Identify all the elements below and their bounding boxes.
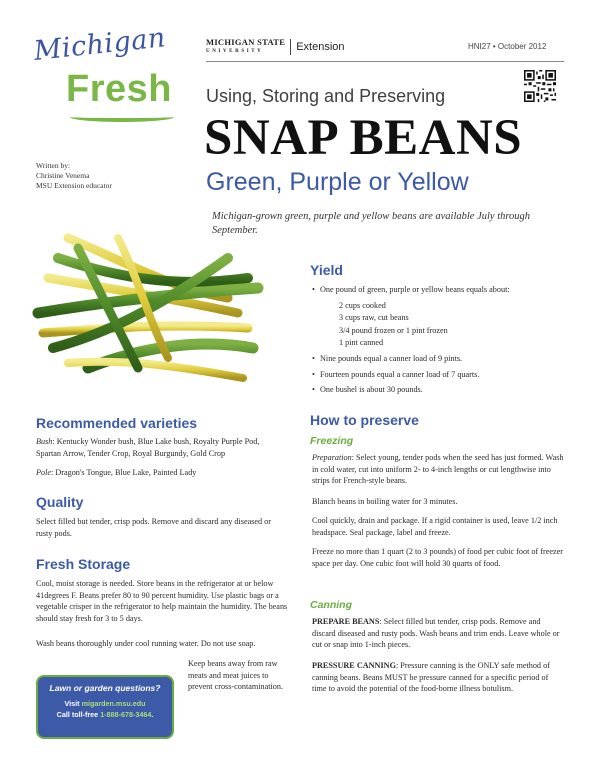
quality-text: Select filled but tender, crisp pods. Remove and discard any diseased or rusty pods.: [36, 517, 271, 538]
contact-call: Call toll-free 1-888-678-3464.: [56, 710, 154, 719]
canning-heading: Canning: [310, 599, 352, 611]
qr-code-icon[interactable]: [524, 70, 556, 102]
website-link[interactable]: migarden.msu.edu: [81, 699, 146, 708]
author-title: MSU Extension educator: [36, 181, 112, 190]
canning-prepare: [312, 616, 564, 651]
logo-fresh-text: Fresh: [66, 68, 172, 110]
storage-text: Cool, moist storage is needed. Store beans in the refrigerator at or below 41degrees F. Beans prefer 80 to 90 percent humidity. Use plastic bags or a vegetable crisper in the refrigerator to help maintain the humidity. The beans should stay fresh for 3 to 5 days.: [36, 579, 288, 623]
title-prefix: Using, Storing and Preserving: [206, 86, 446, 106]
storage-heading: Fresh Storage: [36, 556, 131, 572]
call-label: Call toll-free: [56, 710, 99, 719]
list-item: 2 cups cooked: [339, 300, 386, 310]
header-rule: [206, 61, 564, 62]
pole-label: Pole: [36, 468, 52, 477]
intro-text: Michigan-grown green, purple and yellow beans are available July through September.: [212, 211, 531, 236]
freezing-cool: Cool quickly, drain and package. If a rigid container is used, leave 1/2 inch headspace. Seal package, label and freeze.: [312, 516, 558, 537]
msu-university: UNIVERSITY: [206, 49, 264, 54]
storage-wash-text: Wash beans thoroughly under cool running water. Do not use soap.: [36, 639, 256, 648]
canning-pressure: [312, 660, 564, 695]
pressure-label: PRESSURE CANNING: [312, 661, 396, 670]
contact-question: Lawn or garden questions?: [49, 683, 161, 693]
pole-text: : Dragon's Tongue, Blue Lake, Painted Lady: [51, 468, 197, 477]
bush-text: : Kentucky Wonder bush, Blue Lake bush, Royalty Purple Pod, Spartan Arrow, Tender Crop, Royal Burgundy, Gold Crop: [36, 437, 260, 458]
list-item: • One pound of green, purple or yellow beans equals about:: [312, 284, 562, 296]
storage-keep-text: Keep beans away from raw meats and meat juices to prevent cross-contamination.: [188, 659, 284, 692]
prep-label: Preparation: [312, 453, 352, 462]
prepare-text: : Select filled but tender, crisp pods. Remove and discard diseased and rusty pods. Wash beans and trim ends. Leave whole or cut or snap into 1-inch pieces.: [312, 617, 560, 650]
msu-wordmark: [206, 38, 285, 56]
contact-box: [36, 675, 174, 739]
prepare-label: PREPARE BEANS: [312, 617, 380, 626]
freezing-blanch: Blanch beans in boiling water for 3 minutes.: [312, 497, 458, 506]
varieties-pole: [36, 467, 286, 479]
freezing-heading: Freezing: [310, 435, 354, 447]
preserve-heading: How to preserve: [310, 412, 419, 428]
phone-link[interactable]: 1-888-678-3464: [100, 710, 152, 719]
logo-swoosh: [70, 112, 174, 122]
title-subtitle: Green, Purple or Yellow: [206, 168, 469, 196]
author-block: [36, 161, 112, 191]
msu-extension-logo: [206, 38, 345, 56]
contact-visit: [42, 698, 168, 709]
varieties-bush: [36, 436, 286, 459]
list-item: • Fourteen pounds equal a canner load of 7 quarts.: [312, 369, 562, 381]
bush-label: Bush: [36, 437, 53, 446]
logo-michigan-text: Michigan: [32, 22, 168, 67]
document-code: HNI27 • October 2012: [468, 42, 547, 51]
author-name: Christine Venema: [36, 171, 90, 180]
author-label: Written by:: [36, 161, 71, 170]
msu-divider: [290, 39, 291, 55]
visit-label: Visit: [64, 699, 80, 708]
snap-beans-photo: [28, 218, 268, 390]
msu-extension-label: Extension: [296, 41, 345, 53]
quality-heading: Quality: [36, 494, 84, 510]
yield-heading: Yield: [310, 262, 343, 278]
list-item: • Nine pounds equal a canner load of 9 pints.: [312, 353, 562, 365]
page-title: SNAP BEANS: [204, 110, 523, 166]
list-item: 3/4 pound frozen or 1 pint frozen: [339, 325, 448, 335]
msu-name: MICHIGAN STATE: [206, 37, 286, 47]
pressure-text: : Pressure canning is the ONLY safe method of canning beans. Beans MUST be pressure canned for a specific period of time to avoid the potential of the food-borne illness botulism.: [312, 661, 550, 694]
list-item: 1 pint canned: [339, 338, 384, 348]
freezing-prep: [312, 452, 564, 487]
prep-text: : Select young, tender pods when the seed has just formed. Wash in cold water, cut into uniform 2- to 4-inch lengths or cut lengthwise into strips for French-style beans.: [312, 453, 564, 486]
list-item: 3 cups raw, cut beans: [339, 313, 409, 323]
list-item: • One bushel is about 30 pounds.: [312, 384, 562, 396]
yield-list: [312, 284, 562, 400]
varieties-heading: Recommended varieties: [36, 415, 198, 431]
freezing-limit: Freeze no more than 1 quart (2 to 3 pounds) of food per cubic foot of freezer space per day. One cubic foot will hold 30 quarts of food.: [312, 547, 563, 568]
